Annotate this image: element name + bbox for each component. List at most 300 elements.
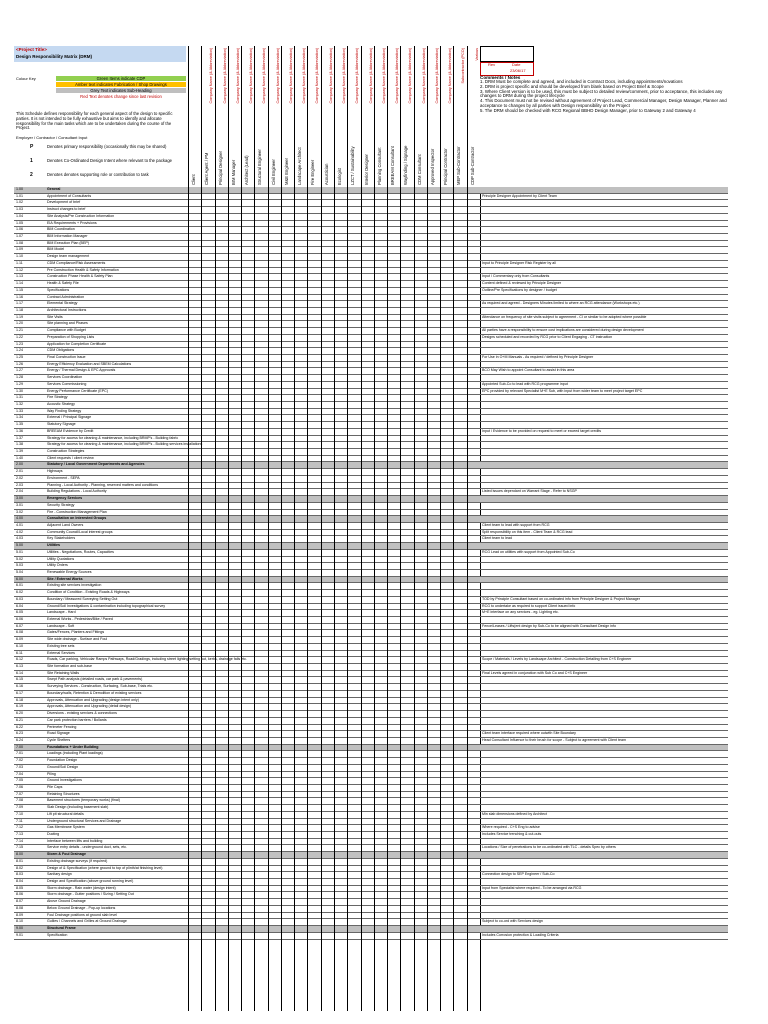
row-comment [480,819,728,826]
role-column-header [215,46,229,187]
row-description: Contract Administration [47,294,85,299]
row-description: Fire Strategy [47,395,68,400]
colour-key-item: Grey Text indicates Sub-Heading [56,88,186,93]
row-comment [480,866,728,873]
row-comment [480,617,728,624]
row-code: 4.00 [16,516,23,521]
row-code: 1.09 [16,247,23,252]
row-code: 6.19 [16,704,23,709]
role-label: BIM Manager [230,159,236,185]
role-label: Fire Engineer [310,159,316,185]
row-comment [480,691,728,698]
role-column-header [321,46,335,187]
company-label: Company Name (& Abbreviation) [288,48,293,104]
row-description: Adjacent Land Owners [47,522,84,527]
row-code: 6.12 [16,657,23,662]
row-description: CDM Compliance/Risk Assessments [47,260,106,265]
role-label: BREEAM Consultant [390,146,396,185]
row-comment [480,442,728,449]
row-description: Security Strategy [47,502,75,507]
row-code: 7.00 [16,744,23,749]
row-description: Instruct changes to brief [47,207,86,212]
comment-note: 5. The DRM should be checked with RCG Regional BBHD Design Manager, prior to Gateway 2 and Gateway 4 [480,107,696,113]
row-description: Foul Drainage positions at ground slab level [47,912,117,917]
row-comment: Connection design to SEP Engineer / Sub-Co [480,872,728,879]
row-description: Specification [47,932,68,937]
row-comment [480,792,728,799]
row-comment: Designs scheduled and recorded by RCG prior to Client Engaging - CT instruction [480,335,728,342]
row-code: 7.14 [16,838,23,843]
company-label: Company Name (& Abbreviation) [249,48,254,104]
row-description: Design team management [47,254,90,259]
row-comment [480,892,728,899]
row-description: Application for Completion Certificate [47,341,107,346]
row-comment [480,415,728,422]
row-comment [480,295,728,302]
role-label: MEP Sub-Contractor [456,146,462,185]
row-description: Diversions - existing services & connections [47,711,117,716]
row-description: BREEAM Evidence by Credit [47,428,94,433]
row-comment: BCO May Wish to appoint Consultant to assist in this area [480,368,728,375]
row-code: 1.27 [16,368,23,373]
row-code: 1.38 [16,442,23,447]
row-code: 7.12 [16,825,23,830]
row-comment: Content defined & reviewed by Principle Designer [480,281,728,288]
row-code: 1.34 [16,415,23,420]
column-gridline [241,187,242,1011]
row-description: Service entry details - underground duct, sets, etc. [47,845,128,850]
row-description: Development of brief [47,200,81,205]
role-column-header [334,46,348,187]
row-code: 2.01 [16,469,23,474]
row-code: 1.32 [16,402,23,406]
row-code: 1.15 [16,287,23,292]
row-code: 6.09 [16,637,23,642]
company-label: Company Name (& Abbreviation) [262,48,267,104]
row-comment: Outline/Pre Specifications by designer / budget [480,288,728,295]
colour-key-label: Colour Key [16,76,36,81]
row-comment [480,516,728,523]
role-column-header [440,46,454,187]
row-description: Boundary / Measured Surveying Setting Out [47,596,118,601]
company-label: Company Name (& Abbreviation) [222,48,227,104]
company-label: Company Name (& Abbreviation) [421,48,426,104]
row-comment [480,422,728,429]
role-column-headers [188,46,480,187]
row-code: 7.07 [16,791,23,796]
row-description: Statutory / Local Government Departments and Agencies [47,462,145,467]
row-description: Ground/Soil Design [47,764,79,769]
row-code: 2.02 [16,475,23,480]
column-gridline [294,187,295,1011]
row-code: 9.01 [16,932,23,937]
role-label: M&E Engineer [283,158,289,185]
company-label: Company Name (& Abbreviation) [235,48,240,104]
row-description: Acoustic Strategy [47,402,75,406]
company-label: Subcontractor (PCO) [461,48,466,84]
row-description: Pre Construction Health & Safety Information [47,267,119,272]
role-label: Acoustician [323,163,329,185]
row-code: 7.03 [16,764,23,769]
row-description: Environment - SEPA [47,475,80,480]
role-column-header [467,46,481,187]
company-label: Company Name (& Abbreviation) [315,48,320,104]
row-comment [480,644,728,651]
row-code: 7.13 [16,832,23,836]
row-description: Consultation on Interested Groups [47,516,107,521]
column-gridline [374,187,375,1011]
row-code: 1.33 [16,408,23,413]
row-description: Above Ground Drainage [47,899,86,904]
row-code: 1.13 [16,274,23,279]
row-code: 3.00 [16,496,23,501]
row-code: 6.15 [16,677,23,682]
row-comment: Input to Principle Designer Risk Register by all [480,261,728,268]
row-comment [480,785,728,792]
row-code: 1.19 [16,314,23,319]
row-comment: For Use in O+M Manuals - As required / defined by Principle Designer [480,355,728,362]
row-comment: Head Consultant Influence to their brush for scope - Subject to agreement with Client team [480,738,728,745]
role-label: Civil Engineer [270,159,276,185]
row-code: 8.01 [16,858,23,863]
row-description: Underground structural Services and Drainage [47,818,122,823]
row-code: 1.37 [16,435,23,440]
row-description: Gates/Fences, Planters and Fittings [47,630,105,635]
row-comment: Input / Commentary only from Consultants [480,274,728,281]
colour-key-item: Red Text denotes change since last revision [56,94,186,99]
row-code: 6.08 [16,630,23,635]
legend-code: 2 [30,172,33,178]
row-code: 6.01 [16,583,23,588]
row-code: 7.08 [16,798,23,803]
row-description: Boundary/walls, Retention & Demolition of existing services [47,690,142,695]
row-comment: Subject to co-ord with Services design [480,919,728,926]
row-comment [480,342,728,349]
company-label: Company Name (& Abbreviation) [434,48,439,104]
row-comment [480,859,728,866]
row-code: 1.25 [16,354,23,359]
row-comment [480,704,728,711]
comments-title: Comments / Notes [480,75,521,80]
row-code: 5.00 [16,543,23,548]
row-comment [480,402,728,409]
row-description: Landscape - Soft [47,623,75,628]
row-description: CDM Obligations [47,348,75,353]
row-comment [480,362,728,369]
role-column-header [294,46,308,187]
row-comment: Where required - C+S Eng to advise [480,825,728,832]
company-label: Company Name (& Abbreviation) [355,48,360,104]
row-comment [480,247,728,254]
row-code: 1.39 [16,449,23,454]
row-description: Storm drainage - Rain water (design intent) [47,885,116,890]
row-description: BIM Model [47,247,65,252]
role-label: Approved Inspector [429,148,435,185]
row-code: 7.09 [16,805,23,810]
row-description: Structural Frame [47,926,76,931]
role-column-header [228,46,242,187]
column-gridline [453,187,454,1011]
row-description: Loadings (including Plant loadings) [47,751,103,756]
row-comment [480,227,728,234]
row-code: 6.14 [16,670,23,675]
row-comment [480,745,728,752]
role-column-header [307,46,321,187]
row-code: 1.03 [16,207,23,212]
row-description: BIM Execution Plan (BEP) [47,240,89,245]
row-code: 1.12 [16,267,23,272]
row-description: Community Council/Local interest groups [47,529,113,534]
row-code: 3.01 [16,502,23,507]
role-label: Structural Engineer [257,149,263,185]
row-comment [480,436,728,443]
row-description: Client requests / client review [47,455,94,460]
row-description: Health & Safety File [47,281,79,286]
row-code: 6.10 [16,643,23,648]
row-comment [480,321,728,328]
role-column-header [241,46,255,187]
row-description: Site wide drainage - Surface and Foul [47,637,108,642]
row-code: 1.20 [16,321,23,326]
row-comment: Includes Corrosion protection & Loading Criteria [480,933,728,940]
role-column-header [453,46,467,187]
row-comment [480,577,728,584]
row-comment [480,234,728,241]
matrix-title: Design Responsibility Matrix (DRM) [16,54,93,59]
row-code: 5.01 [16,549,23,554]
role-label: Architect (Lead) [244,155,250,185]
row-comment: Client team to lead [480,536,728,543]
row-comment [480,677,728,684]
column-gridline [254,187,255,1011]
role-column-header [254,46,268,187]
row-description: Utility Quotations [47,556,75,561]
row-description: Utility Orders [47,563,68,568]
row-description: Site formation and sub-base [47,664,92,669]
row-code: 1.11 [16,260,23,265]
row-code: 6.21 [16,717,23,722]
role-label: Principal Contractor [443,148,449,185]
row-description: Lift pit structural details [47,811,84,816]
row-code: 9.00 [16,926,23,931]
row-description: Elemental Strategy [47,301,78,306]
row-code: 2.03 [16,482,23,487]
legend-code: 1 [30,158,33,164]
row-comment [480,630,728,637]
row-description: Final Construction Issue [47,354,86,359]
role-column-header [188,46,202,187]
row-comment [480,926,728,933]
row-description: Ground/Soil Investigations & contamination including topographical survey [47,603,166,608]
row-code: 4.01 [16,522,23,527]
row-code: 4.03 [16,536,23,541]
row-description: Building Regulations - Local Authority [47,489,107,494]
row-description: Storm drainage - Gutter positions / Sizing / Setting Out [47,892,134,897]
row-comment: Client team interface required where outwith Site Boundary [480,731,728,738]
row-comment [480,462,728,469]
company-label: Company Name (& Abbreviation) [275,48,280,104]
row-description: Gullies / Channels and Grilles at Ground Drainage [47,919,127,924]
row-comment: Appointed Sub-Co to lead with RCG programme input [480,382,728,389]
row-description: Basement structures (temporary works) (final) [47,798,120,803]
row-code: 8.07 [16,899,23,904]
row-description: Existing drainage surveys (if required) [47,858,108,863]
row-description: Specifications [47,287,70,292]
row-code: 6.11 [16,650,23,655]
row-comment: Locations / Size of penetrations to be co-ordinated with TLC - details Spec by others [480,845,728,852]
row-code: 8.05 [16,885,23,890]
row-comment [480,899,728,906]
row-description: Landscape - Hard [47,610,76,615]
row-description: Utilities - Negotiations, Routes, Capacities [47,549,114,554]
role-column-header [281,46,295,187]
row-code: 1.18 [16,307,23,312]
row-description: Approvals, Attenuation and Upgrading (detail design) [47,704,132,709]
row-description: Retaining Structures [47,791,80,796]
column-gridline [440,187,441,1011]
row-description: Planning - Local Authority - Planning, reserved matters and conditions [47,482,159,487]
row-comment: RCG Lead on utilities with support from Appointed Sub-Co [480,550,728,557]
row-comment [480,583,728,590]
row-description: Surveying Services - Construction, Surfacing, Sub-base, Trials etc. [47,684,154,689]
column-gridline [334,187,335,1011]
row-code: 1.36 [16,428,23,433]
row-code: 6.06 [16,617,23,621]
rev-date-box [480,62,534,76]
row-code: 1.22 [16,334,23,339]
row-comment [480,758,728,765]
row-code: 6.00 [16,576,23,581]
row-comment: All parties have a responsibility to ensure cost implications are considered during design development [480,328,728,335]
row-code: 1.35 [16,422,23,427]
row-comment: Client team to lead with support from RCG [480,523,728,530]
row-description: Approvals, Attenuation and Upgrading (design intent only) [47,697,139,702]
row-description: Car park protection barriers / Bollards [47,717,107,722]
row-description: Ground Investigations [47,778,82,783]
company-label: Company Name (& Abbreviation) [209,48,214,104]
row-comment [480,913,728,920]
row-comment [480,839,728,846]
row-comment: Attendance on frequency of site visits subject to agreement - CI or similar to be adopted where possible [480,315,728,322]
row-comment: Split responsibility on this item - Client Team & RCG lead [480,530,728,537]
row-comment [480,805,728,812]
row-comment [480,778,728,785]
company-label: Company Name (& Abbreviation) [342,48,346,104]
row-comment: M+E interface on any services - eg. Lighting etc. [480,610,728,617]
row-code: 1.05 [16,220,23,225]
row-comment: Scope / Materials / Levels by Landscape Architect - Construction Detailing from C+S Engineer [480,657,728,664]
role-label: Wayfinding / Signage [403,145,409,185]
row-comment [480,718,728,725]
row-description: Energy Performance Certificate (EPC) [47,388,108,393]
row-comment [480,496,728,503]
row-code: 1.06 [16,227,23,232]
row-description: EIA Requirements + Provisions [47,220,97,225]
row-comment [480,241,728,248]
row-comment: Listed issues dependant on Warrant Stage - Refer to NSGP [480,489,728,496]
row-code: 6.24 [16,737,23,742]
row-comment [480,543,728,550]
row-description: Key Stakeholders [47,536,76,541]
row-description: Services Commissioning [47,381,87,386]
row-description: Foundations + Under Building [47,744,99,749]
row-description: Fire - Construction Management Plan [47,509,107,514]
row-code: 4.02 [16,529,23,534]
company-label: Company Name (& Abbreviation) [328,48,333,104]
employer-line: Employer / Contractor / Consultant Input [16,135,88,140]
column-gridline [361,187,362,1011]
row-description: Interface between lifts and building [47,838,103,843]
row-description: Compliance with Budget [47,328,86,333]
row-code: 1.17 [16,301,23,306]
row-comment [480,254,728,261]
row-description: Site Retaining Walls [47,670,80,675]
role-label: Principal Designer [217,151,223,185]
row-comment [480,207,728,214]
row-description: Design and Specification (above ground running level) [47,879,134,884]
row-description: Piling [47,771,56,776]
row-comment [480,906,728,913]
row-comment [480,510,728,517]
company-label: Various [474,48,479,61]
row-comment [480,772,728,779]
row-description: Appointment of Consultants [47,193,92,198]
company-label: Company Name (& Abbreviation) [408,48,413,104]
row-description: Site planning and Phases [47,321,88,326]
row-comment [480,725,728,732]
role-label: Client [191,174,196,185]
row-description: Construction Strategies [47,449,85,454]
row-description: Architectural Instructions [47,307,87,312]
row-description: Storm & Foul Drainage [47,852,86,857]
legend-text: Denotes Co-Ordinated Design Intent where relevant to the package [47,158,173,163]
row-code: 5.03 [16,563,23,568]
row-code: 8.08 [16,905,23,910]
row-code: 6.20 [16,711,23,716]
role-column-header [387,46,401,187]
row-code: 6.23 [16,731,23,736]
company-label: Company Name (& Abbreviation) [395,48,400,104]
role-column-header [400,46,414,187]
row-comment [480,637,728,644]
row-comment: As required and agreed - Designers Minutes limited to where an RCG attendance (Workshops etc.) [480,301,728,308]
row-code: 1.21 [16,328,23,333]
row-comment [480,503,728,510]
date-value: 23/06/17 [510,68,526,73]
row-code: 2.04 [16,489,23,494]
row-comment [480,200,728,207]
row-code: 6.22 [16,724,23,729]
legend-text: Denotes denotes supporting role or contribution to task [47,172,149,177]
row-code: 7.01 [16,751,23,756]
row-description: Emergency Services [47,496,83,501]
role-column-header [347,46,361,187]
role-label: Planning Consultant [376,147,382,185]
row-comment: EPC provided by relevant Specialist M+E Sub, with input from wider team to meet project target EPC [480,389,728,396]
row-comment: TOD by Principle Consultant based on co-ordinated info from Principle Designer & Project Manager [480,597,728,604]
role-column-header [427,46,441,187]
row-code: 1.04 [16,213,23,218]
row-comment: Includes Service trenching & cut-outs [480,832,728,839]
row-comment [480,187,728,194]
row-description: BIM Coordination [47,227,75,232]
column-gridline [228,187,229,1011]
row-code: 1.24 [16,348,23,353]
column-gridline [400,187,401,1011]
colour-key-item: Green Items indicate CDP [56,76,186,81]
row-comment [480,483,728,490]
comments-notes [480,75,728,114]
